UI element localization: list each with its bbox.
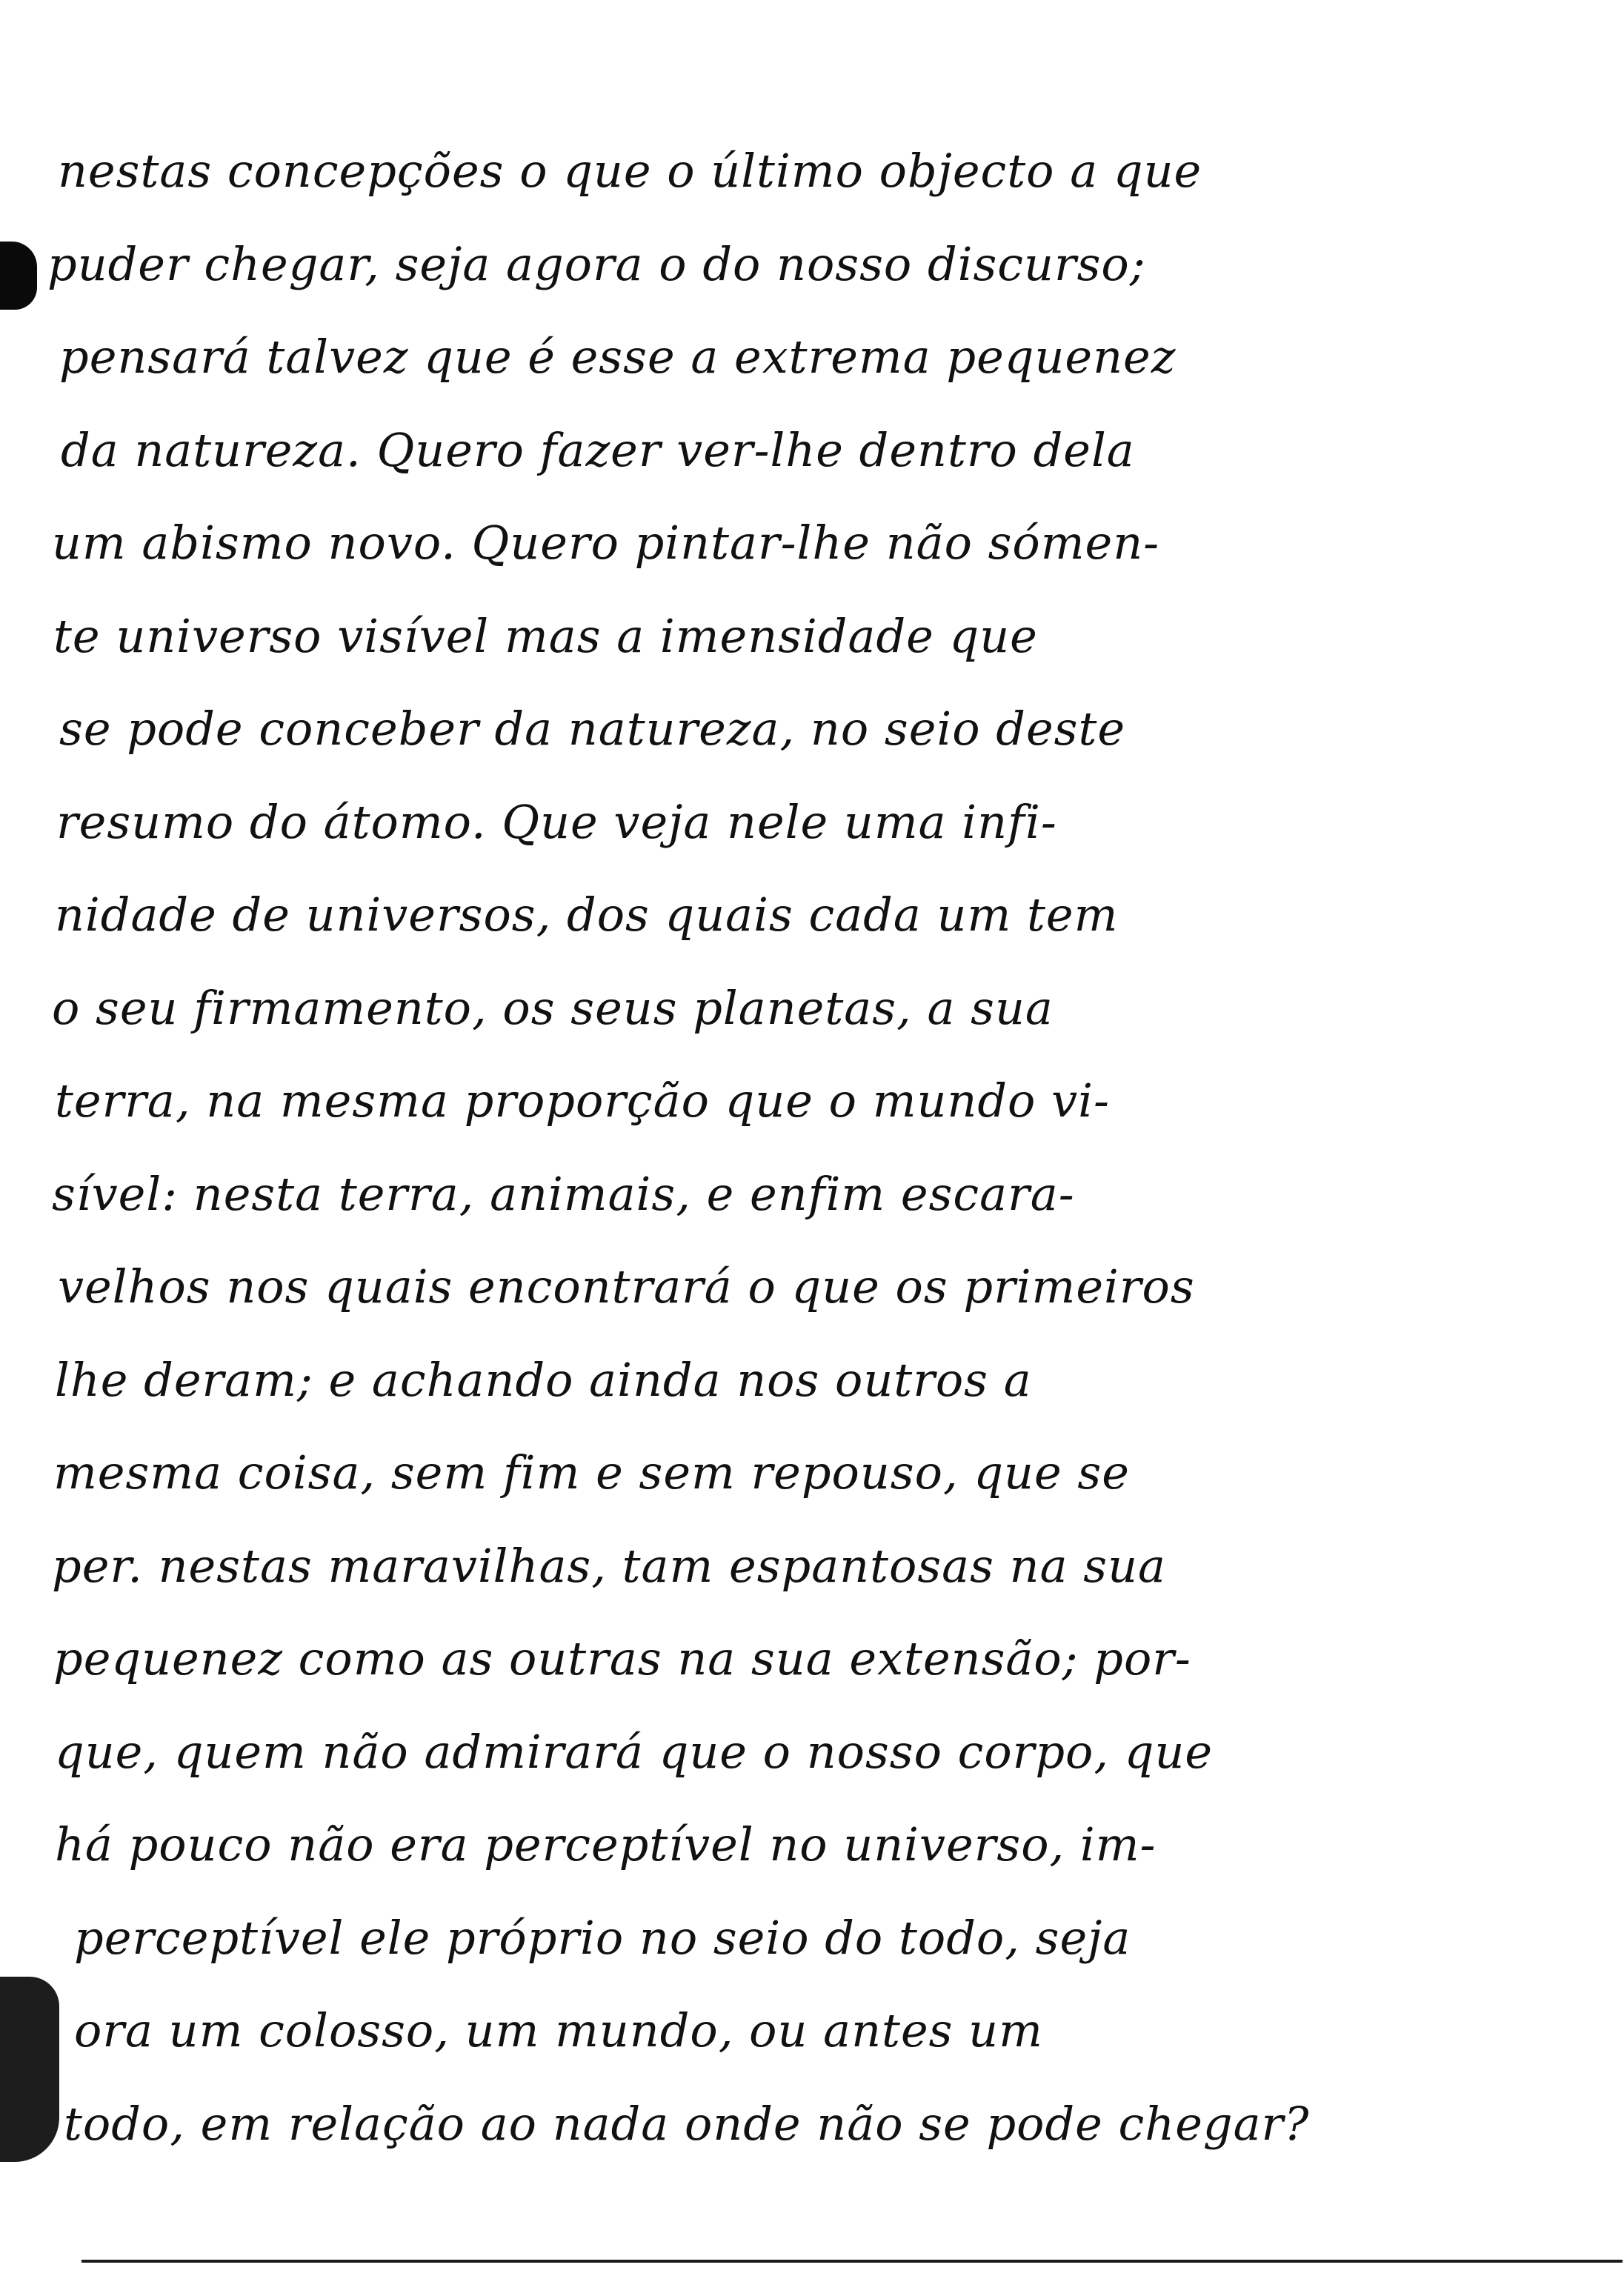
scan-ink-blot: [0, 242, 37, 310]
text-line: lhe deram; e achando ainda nos outros a: [55, 1352, 1032, 1407]
text-line: te universo visível mas a imensidade que: [53, 608, 1038, 663]
text-line: perceptível ele próprio no seio do todo, seja: [74, 1910, 1131, 1965]
text-line: sível: nesta terra, animais, e enfim escara-: [52, 1166, 1075, 1221]
text-line: todo, em relação ao nada onde não se pode chegar?: [64, 2096, 1310, 2151]
text-line: ora um colosso, um mundo, ou antes um: [74, 2003, 1043, 2057]
page-bottom-edge: [81, 2260, 1623, 2263]
text-line: velhos nos quais encontrará o que os primeiros: [58, 1260, 1195, 1314]
text-line: nestas concepções o que o último objecto a que: [58, 144, 1202, 198]
text-line: nidade de universos, dos quais cada um tem: [55, 888, 1119, 942]
text-line: da natureza. Quero fazer ver-lhe dentro dela: [61, 422, 1135, 477]
text-line: pequenez como as outras na sua extensão; por-: [53, 1631, 1191, 1686]
text-line: um abismo novo. Quero pintar-lhe não sómen-: [52, 516, 1160, 570]
text-line: resumo do átomo. Que veja nele uma infi-: [56, 794, 1057, 849]
text-line: pensará talvez que é esse a extrema pequenez: [59, 330, 1177, 384]
text-line: mesma coisa, sem fim e sem repouso, que se: [53, 1445, 1130, 1500]
text-line: se pode conceber da natureza, no seio deste: [59, 702, 1126, 756]
text-line: o seu firmamento, os seus planetas, a sua: [52, 980, 1054, 1035]
text-line: há pouco não era perceptível no universo, im-: [55, 1817, 1157, 1871]
text-line: puder chegar, seja agora o do nosso discurso;: [47, 236, 1146, 291]
text-line: per. nestas maravilhas, tam espantosas na sua: [52, 1538, 1166, 1593]
text-line: que, quem não admirará que o nosso corpo, que: [55, 1724, 1214, 1779]
text-line: terra, na mesma proporção que o mundo vi-: [55, 1074, 1110, 1128]
handwritten-text: [44, 124, 1585, 2170]
